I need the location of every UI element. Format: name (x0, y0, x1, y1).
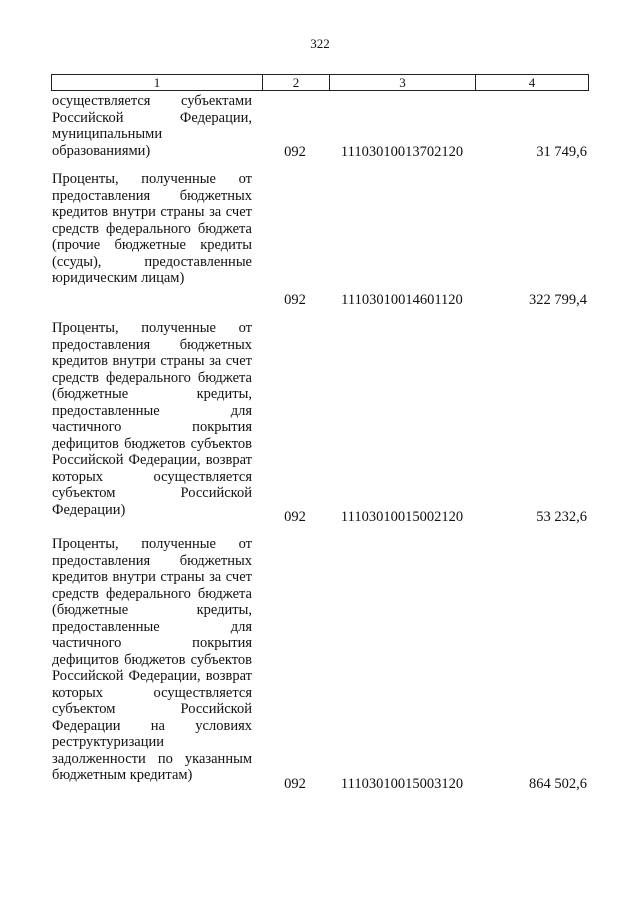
row-kbk: 11103010015002120 (340, 509, 464, 525)
row-kbk: 11103010015003120 (340, 776, 464, 792)
row-code: 092 (284, 509, 306, 525)
header-col-4: 4 (475, 75, 588, 90)
row-amount: 53 232,6 (536, 509, 587, 525)
page-number: 322 (310, 36, 330, 51)
row-description: Проценты, полученные от предоставления бюджетных кредитов внутри страны за счет средств федерального бюджета (прочие бюджетные кредиты (ссуды), предоставленные юридическим лицам) (52, 171, 252, 286)
row-kbk: 11103010014601120 (341, 292, 463, 308)
row-code: 092 (284, 776, 306, 792)
row-amount: 322 799,4 (529, 292, 587, 308)
row-code: 092 (284, 292, 306, 308)
table-header (51, 74, 589, 91)
row-code: 092 (284, 144, 306, 160)
row-description: осуществляется субъектами Российской Федерации, муниципальными образованиями) (52, 93, 252, 159)
header-col-2: 2 (262, 75, 329, 90)
header-col-1: 1 (153, 75, 161, 90)
row-kbk: 11103010013702120 (340, 144, 464, 160)
row-amount: 31 749,6 (536, 144, 587, 160)
row-description: Проценты, полученные от предоставления бюджетных кредитов внутри страны за счет средств федерального бюджета (бюджетные кредиты, предоставленные для частичного покрытия дефицитов бюджетов субъектов Российской Федерации, возврат которых осуществляется субъектом Российской Федерации) (52, 320, 252, 518)
header-col-3: 3 (329, 75, 475, 90)
row-description: Проценты, полученные от предоставления бюджетных кредитов внутри страны за счет средств федерального бюджета (бюджетные кредиты, предоставленные для частичного покрытия дефицитов бюджетов субъектов Российской Федерации, возврат которых осуществляется субъектом Российской Федерации на условиях реструктуризации задолженности по указанным бюджетным кредитам) (52, 536, 252, 783)
row-amount: 864 502,6 (529, 776, 587, 792)
